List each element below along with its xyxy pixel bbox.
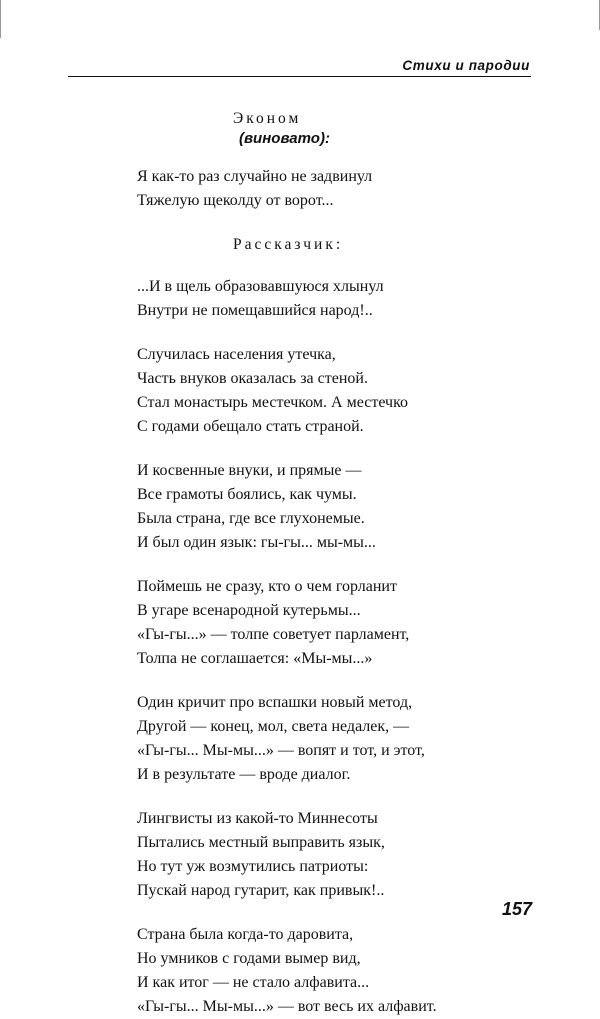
verse-line: Толпа не соглашается: «Мы-мы...» (137, 650, 373, 667)
verse-line: И как итог — не стало алфавита... (137, 974, 370, 991)
verse-line: Но тут уж возмутились патриоты: (137, 858, 369, 875)
verse-line: Все грамоты боялись, как чумы. (137, 486, 357, 503)
verse-line: Тяжелую щеколду от ворот... (137, 192, 334, 209)
verse-line: Пытались местный выправить язык, (137, 834, 385, 851)
verse-line: Пускай народ гутарит, как привык!.. (137, 882, 385, 899)
verse-line: Другой — конец, мол, света недалек, — (137, 718, 410, 735)
stanza (137, 923, 537, 1019)
stanza (137, 807, 537, 903)
stage-direction: (виновато): (239, 130, 330, 147)
page-number: 157 (501, 899, 532, 919)
verse-line: Часть внуков оказалась за стеной. (137, 370, 368, 387)
verse-line: Страна была когда-то даровита, (137, 926, 354, 943)
page-corner-mark-left (0, 0, 9, 38)
verse-line: Поймешь не сразу, кто о чем горланит (137, 578, 397, 595)
speaker-narrator: Рассказчик: (233, 236, 344, 253)
stanza (137, 343, 537, 439)
verse-line: Стал монастырь местечком. А местечко (137, 394, 409, 411)
verse-line: «Гы-гы...» — толпе советует парламент, (137, 626, 410, 643)
verse-line: И был один язык: гы-гы... мы-мы... (137, 534, 376, 551)
verse-line: Была страна, где все глухонемые. (137, 510, 365, 527)
verse-line: Случилась населения утечка, (137, 346, 336, 363)
verse-line: Лингвисты из какой-то Миннесоты (137, 810, 378, 827)
stanza (137, 691, 537, 787)
page-corner-mark-right (591, 0, 600, 30)
stanza (137, 575, 537, 671)
verse-line: Я как-то раз случайно не задвинул (137, 168, 373, 185)
verse-line: «Гы-гы... Мы-мы...» — вот весь их алфавит. (137, 998, 437, 1015)
running-head: Стихи и пародии (402, 58, 530, 73)
verse-line: С годами обещало стать страной. (137, 418, 364, 435)
verse-line: Но умников с годами вымер вид, (137, 950, 361, 967)
stanza (137, 275, 537, 323)
verse-line: В угаре всенародной кутерьмы... (137, 602, 361, 619)
verse-line: Внутри не помещавшийся народ!.. (137, 302, 373, 319)
poem-text (137, 107, 537, 1019)
verse-line: И в результате — вроде диалог. (137, 766, 351, 783)
speaker-econom: Эконом (233, 110, 302, 127)
verse-line: ...И в щель образовавшуюся хлынул (137, 278, 384, 295)
verse-line: И косвенные внуки, и прямые — (137, 462, 362, 479)
header-rule (68, 76, 531, 77)
stanza-intro (137, 165, 537, 213)
verse-line: Один кричит про вспашки новый метод, (137, 694, 413, 711)
stanza (137, 459, 537, 555)
verse-line: «Гы-гы... Мы-мы...» — вопят и тот, и этот, (137, 742, 425, 759)
